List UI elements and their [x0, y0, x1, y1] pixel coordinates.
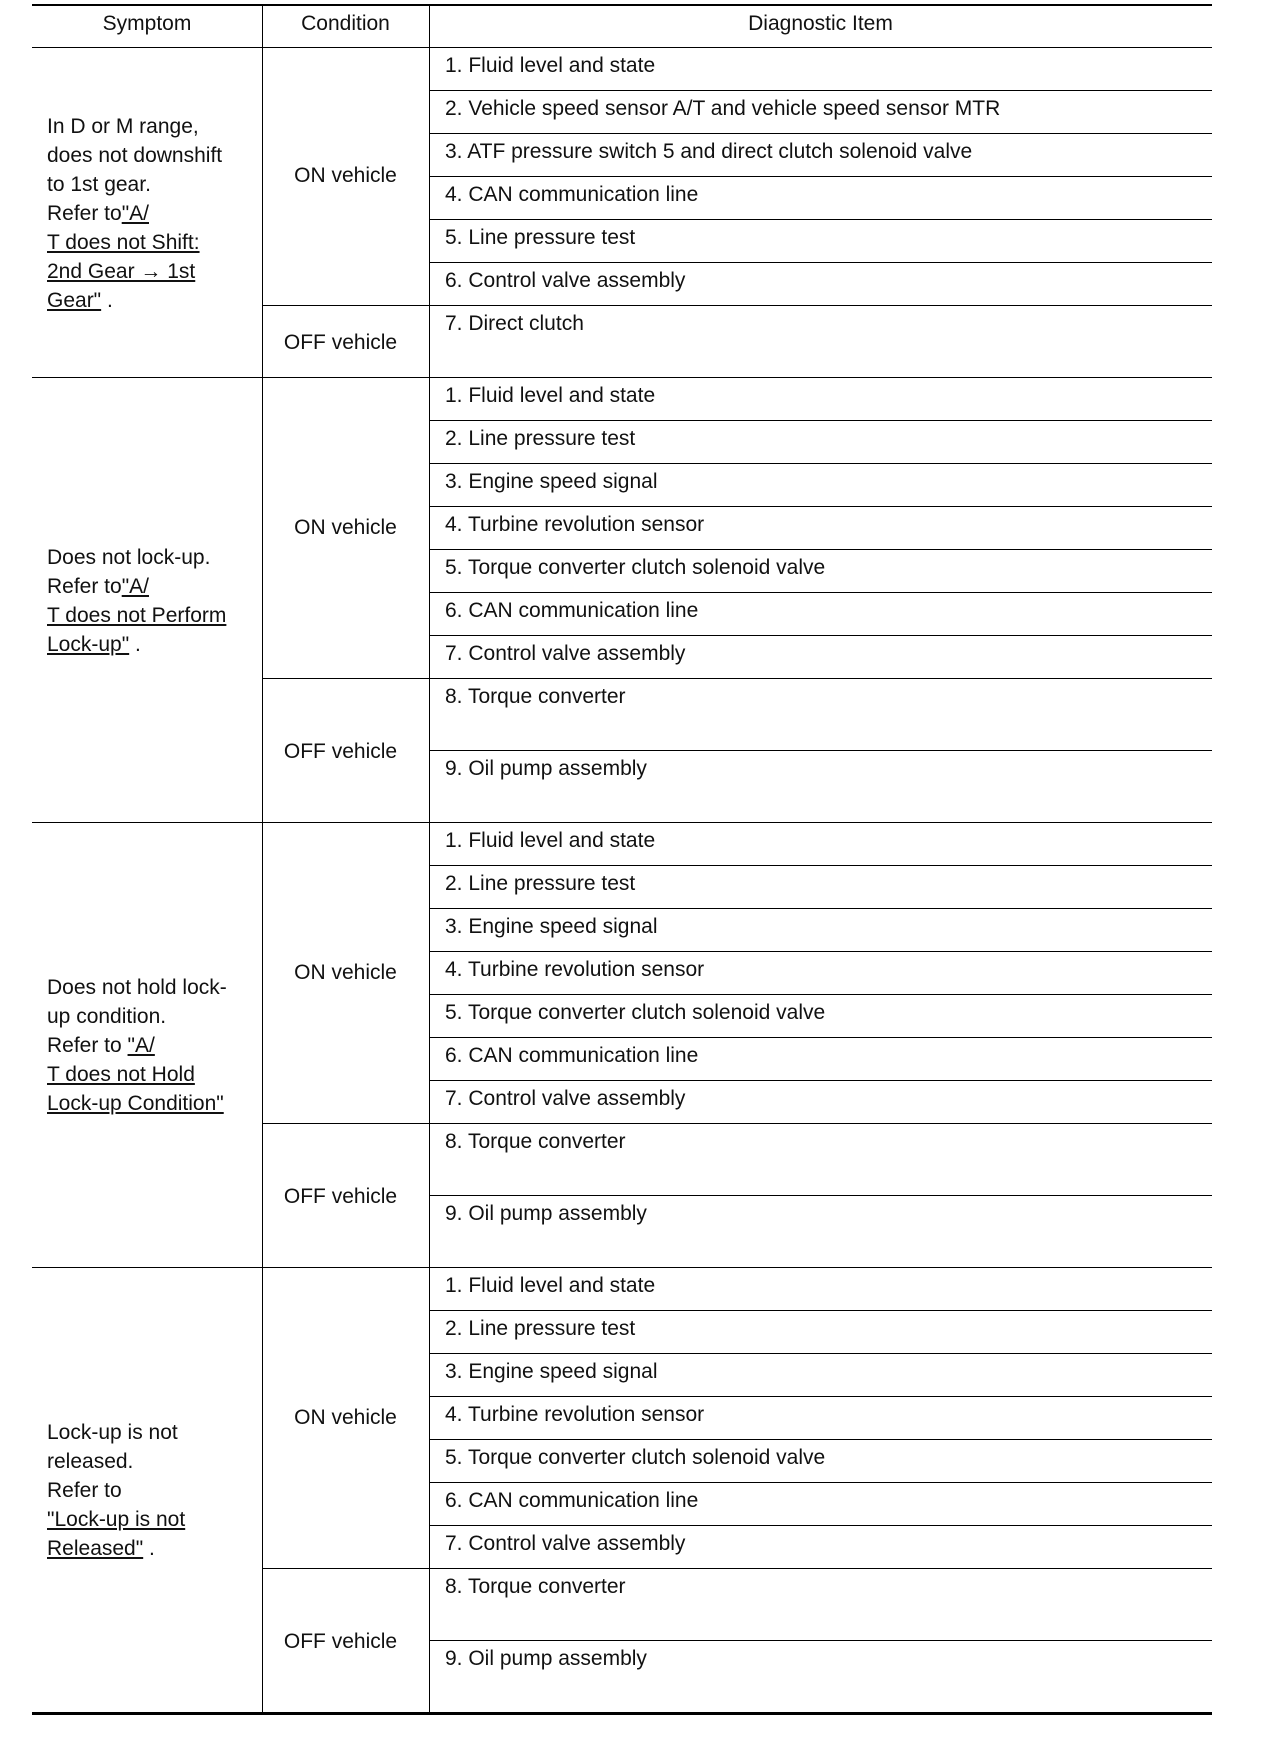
reference-link[interactable]: "Lock-up is not — [47, 1508, 186, 1531]
item-divider — [429, 90, 1212, 91]
symptom-text: Does not lock-up. — [47, 545, 211, 569]
diagnostic-table — [32, 4, 1212, 1704]
symptom-cell — [47, 112, 252, 315]
diagnostic-item: 7. Control valve assembly — [445, 642, 686, 665]
condition-on-vehicle: ON vehicle — [294, 515, 397, 539]
reference-link[interactable]: Lock-up" — [47, 632, 130, 656]
diagnostic-item: 7. Control valve assembly — [445, 1087, 686, 1110]
reference-link[interactable]: T does not Hold — [47, 1063, 195, 1086]
symptom-link-line — [47, 1031, 252, 1060]
symptom-text: released. — [47, 1450, 134, 1473]
diagnostic-item: 1. Fluid level and state — [445, 829, 656, 852]
diagnostic-item: 9. Oil pump assembly — [445, 1202, 647, 1225]
item-divider — [429, 951, 1212, 952]
refer-to-text: Refer to — [47, 574, 122, 598]
symptom-link-line — [47, 572, 252, 601]
diagnostic-item: 3. Engine speed signal — [445, 470, 658, 493]
reference-link[interactable]: Gear" — [47, 288, 102, 312]
diagnostic-item: 2. Line pressure test — [445, 427, 636, 450]
condition-off-vehicle: OFF vehicle — [283, 1630, 398, 1653]
group-divider — [32, 377, 1212, 378]
diagnostic-item: 4. Turbine revolution sensor — [445, 1403, 705, 1426]
diagnostic-item: 5. Torque converter clutch solenoid valve — [445, 1001, 826, 1024]
item-divider — [429, 1353, 1212, 1354]
diagnostic-item: 6. Control valve assembly — [445, 269, 686, 292]
symptom-cell — [47, 973, 252, 1118]
diagnostic-item: 8. Torque converter — [445, 685, 626, 708]
diagnostic-item: 2. Vehicle speed sensor A/T and vehicle speed sensor MTR — [445, 97, 1001, 120]
item-divider — [429, 463, 1212, 464]
refer-to-text: Refer to — [47, 201, 122, 225]
diagnostic-item: 7. Control valve assembly — [445, 1532, 686, 1555]
symptom-suffix: . — [129, 632, 141, 656]
reference-link[interactable]: 2nd Gear → 1st — [47, 259, 196, 283]
item-divider — [429, 750, 1212, 751]
table-top-border — [32, 4, 1212, 6]
symptom-suffix: . — [101, 288, 113, 312]
symptom-text: Does not hold lock- — [47, 976, 227, 999]
condition-off-vehicle: OFF vehicle — [283, 1185, 398, 1208]
symptom-text: up condition. — [47, 1005, 167, 1028]
diagnostic-item: 9. Oil pump assembly — [445, 757, 647, 780]
symptom-link-line — [47, 286, 252, 315]
diagnostic-item: 6. CAN communication line — [445, 1489, 699, 1512]
symptom-link-line — [47, 1060, 252, 1089]
diagnostic-item: 4. CAN communication line — [445, 183, 699, 206]
item-divider — [429, 635, 1212, 636]
item-divider — [429, 1439, 1212, 1440]
header-divider — [32, 47, 1212, 48]
item-divider — [429, 592, 1212, 593]
symptom-text: Lock-up is not — [47, 1421, 178, 1444]
item-divider — [429, 1482, 1212, 1483]
diagnostic-item: 6. CAN communication line — [445, 1044, 699, 1067]
symptom-link-line — [47, 1505, 252, 1534]
table-bottom-border — [32, 1712, 1212, 1715]
symptom-text: to 1st gear. — [47, 172, 151, 196]
condition-off-vehicle: OFF vehicle — [283, 740, 398, 763]
reference-link[interactable]: "A/ — [127, 1034, 155, 1057]
symptom-link-line — [47, 1534, 252, 1563]
item-divider — [429, 549, 1212, 550]
reference-link[interactable]: T does not Perform — [47, 603, 227, 627]
item-divider — [429, 1195, 1212, 1196]
symptom-link-line — [47, 601, 252, 630]
item-divider — [429, 1080, 1212, 1081]
item-divider — [429, 1525, 1212, 1526]
symptom-link-line — [47, 199, 252, 228]
condition-divider — [262, 1568, 1212, 1569]
item-divider — [429, 176, 1212, 177]
symptom-link-line — [47, 630, 252, 659]
reference-link[interactable]: "A/ — [121, 574, 149, 598]
group-divider — [32, 822, 1212, 823]
diagnostic-item: 8. Torque converter — [445, 1130, 626, 1153]
column-divider-symptom — [262, 5, 263, 1713]
diagnostic-item: 3. Engine speed signal — [445, 915, 658, 938]
condition-off-vehicle: OFF vehicle — [283, 331, 398, 354]
item-divider — [429, 1037, 1212, 1038]
symptom-text: In D or M range, — [47, 114, 199, 138]
column-divider-condition — [429, 5, 430, 1713]
refer-to-text: Refer to — [47, 1034, 128, 1057]
diagnostic-item: 1. Fluid level and state — [445, 384, 656, 407]
item-divider — [429, 908, 1212, 909]
item-divider — [429, 1396, 1212, 1397]
symptom-cell — [47, 1418, 252, 1563]
diagnostic-item: 5. Torque converter clutch solenoid valve — [445, 556, 826, 579]
symptom-link-line — [47, 257, 252, 286]
diagnostic-item: 9. Oil pump assembly — [445, 1647, 647, 1670]
header-diagnostic-item: Diagnostic Item — [748, 12, 893, 35]
diagnostic-item: 2. Line pressure test — [445, 872, 636, 895]
symptom-cell — [47, 543, 252, 659]
diagnostic-item: 3. ATF pressure switch 5 and direct clutch solenoid valve — [445, 140, 973, 163]
reference-link[interactable]: Released" — [47, 1537, 144, 1560]
item-divider — [429, 133, 1212, 134]
diagnostic-item: 6. CAN communication line — [445, 599, 699, 622]
group-divider — [32, 1267, 1212, 1268]
symptom-link-line — [47, 1089, 252, 1118]
item-divider — [429, 506, 1212, 507]
reference-link[interactable]: "A/ — [121, 201, 149, 225]
symptom-link-line — [47, 228, 252, 257]
diagnostic-item: 2. Line pressure test — [445, 1317, 636, 1340]
diagnostic-item: 3. Engine speed signal — [445, 1360, 658, 1383]
condition-on-vehicle: ON vehicle — [294, 1405, 397, 1429]
item-divider — [429, 994, 1212, 995]
diagnostic-item: 4. Turbine revolution sensor — [445, 958, 705, 981]
header-symptom: Symptom — [102, 12, 192, 35]
symptom-suffix: . — [143, 1537, 155, 1560]
diagnostic-item: 4. Turbine revolution sensor — [445, 513, 705, 536]
header-condition: Condition — [301, 12, 390, 35]
condition-divider — [262, 1123, 1212, 1124]
condition-divider — [262, 678, 1212, 679]
symptom-text: does not downshift — [47, 143, 223, 167]
item-divider — [429, 420, 1212, 421]
diagnostic-item: 5. Torque converter clutch solenoid valve — [445, 1446, 826, 1469]
item-divider — [429, 219, 1212, 220]
reference-link[interactable]: T does not Shift: — [47, 230, 200, 254]
reference-link[interactable]: Lock-up Condition" — [47, 1092, 224, 1115]
item-divider — [429, 865, 1212, 866]
item-divider — [429, 1310, 1212, 1311]
condition-divider — [262, 305, 1212, 306]
symptom-text: Refer to — [47, 1479, 122, 1502]
diagnostic-item: 1. Fluid level and state — [445, 54, 656, 77]
item-divider — [429, 262, 1212, 263]
diagnostic-item: 1. Fluid level and state — [445, 1274, 656, 1297]
diagnostic-item: 5. Line pressure test — [445, 226, 636, 249]
condition-on-vehicle: ON vehicle — [294, 960, 397, 984]
item-divider — [429, 1640, 1212, 1641]
diagnostic-item: 7. Direct clutch — [445, 312, 584, 335]
diagnostic-item: 8. Torque converter — [445, 1575, 626, 1598]
condition-on-vehicle: ON vehicle — [294, 164, 397, 187]
